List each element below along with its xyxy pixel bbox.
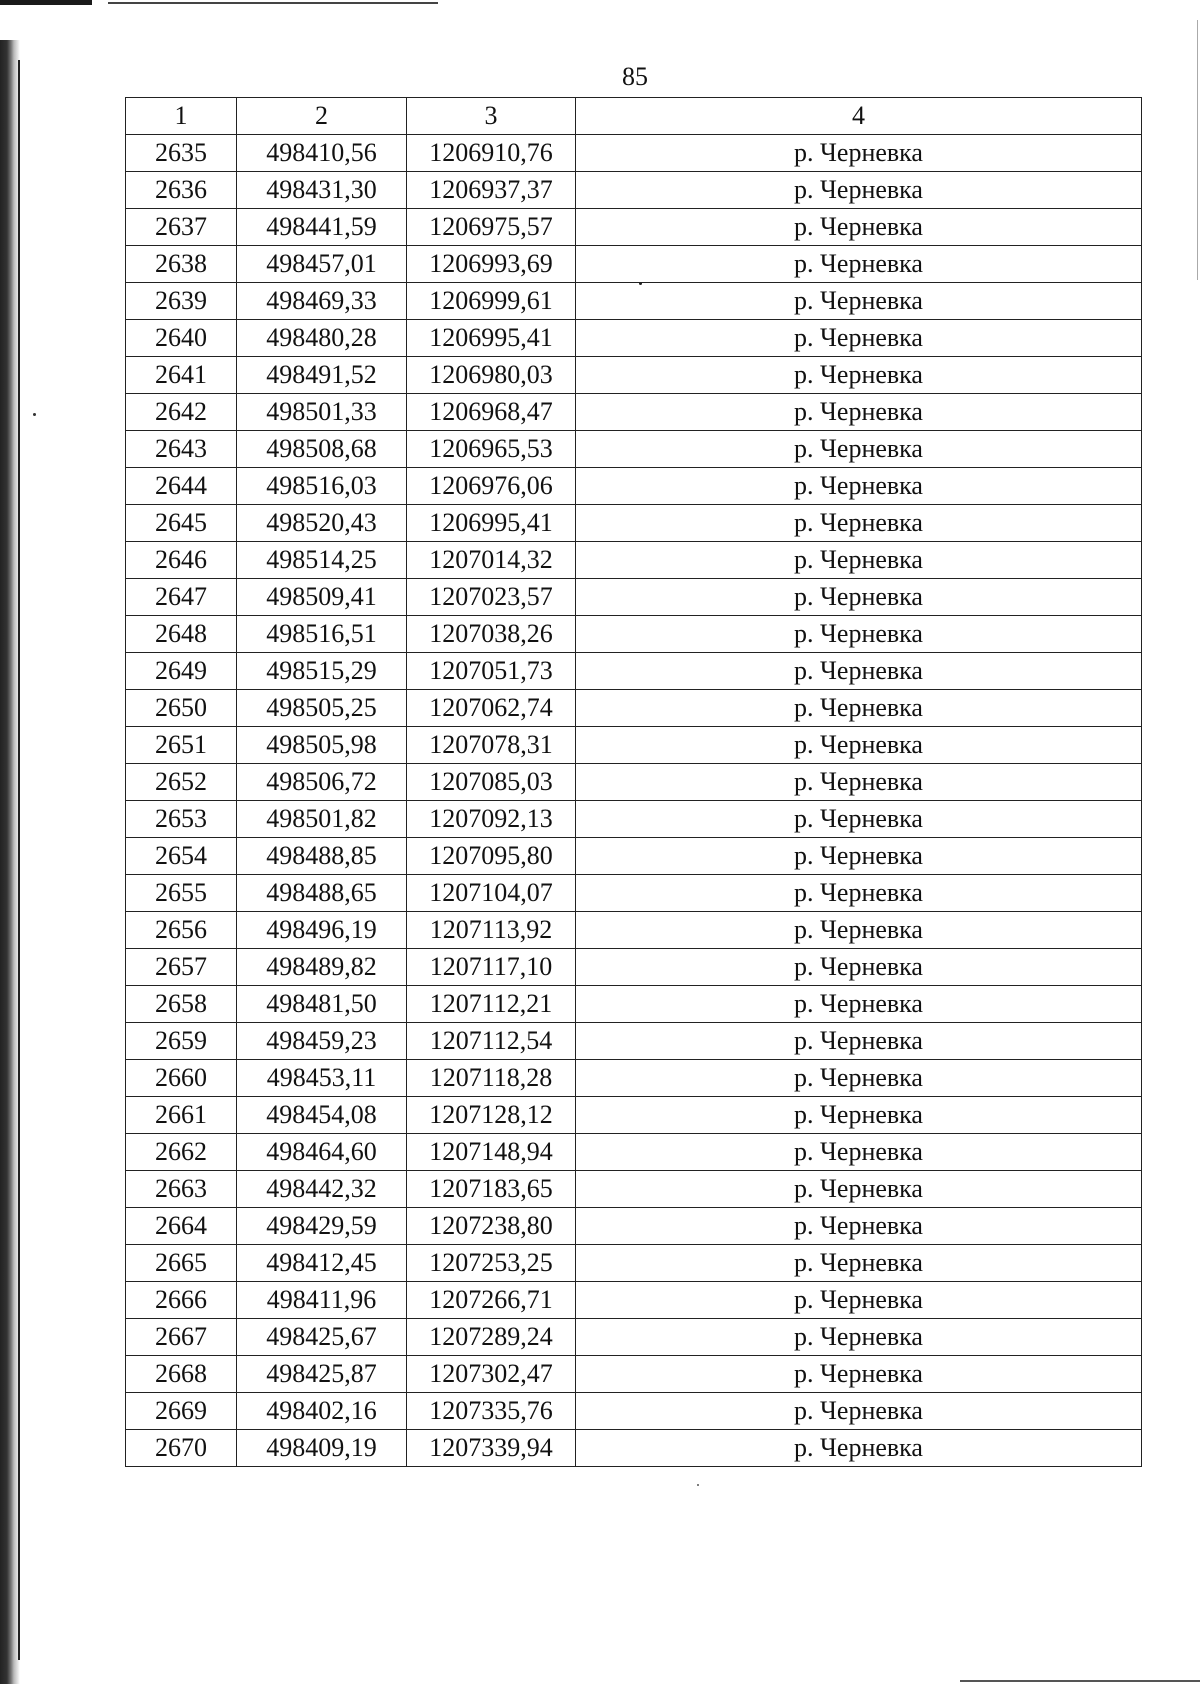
table-row [126,1319,1142,1356]
x-coordinate-cell: 498459,23 [237,1023,407,1060]
x-coordinate-cell: 498501,82 [237,801,407,838]
point-number-cell: 2645 [126,505,237,542]
y-coordinate-cell: 1207104,07 [407,875,576,912]
y-coordinate-cell: 1206975,57 [407,209,576,246]
column-header-3: 3 [407,98,576,135]
y-coordinate-cell: 1207266,71 [407,1282,576,1319]
x-coordinate-cell: 498509,41 [237,579,407,616]
description-cell: р. Черневка [576,579,1142,616]
y-coordinate-cell: 1207014,32 [407,542,576,579]
table-row [126,1060,1142,1097]
description-cell: р. Черневка [576,875,1142,912]
y-coordinate-cell: 1207117,10 [407,949,576,986]
table-row [126,1393,1142,1430]
point-number-cell: 2639 [126,283,237,320]
point-number-cell: 2642 [126,394,237,431]
table-row [126,431,1142,468]
point-number-cell: 2650 [126,690,237,727]
description-cell: р. Черневка [576,1208,1142,1245]
x-coordinate-cell: 498425,67 [237,1319,407,1356]
table-row [126,209,1142,246]
point-number-cell: 2641 [126,357,237,394]
table-row [126,135,1142,172]
scan-speck [33,413,36,416]
y-coordinate-cell: 1206995,41 [407,320,576,357]
table-row [126,357,1142,394]
table-row [126,172,1142,209]
scan-edge-line [1197,20,1198,280]
table-row [126,764,1142,801]
description-cell: р. Черневка [576,727,1142,764]
point-number-cell: 2659 [126,1023,237,1060]
y-coordinate-cell: 1206910,76 [407,135,576,172]
description-cell: р. Черневка [576,949,1142,986]
y-coordinate-cell: 1207092,13 [407,801,576,838]
column-header-1: 1 [126,98,237,135]
scan-speck [697,1484,699,1486]
description-cell: р. Черневка [576,542,1142,579]
x-coordinate-cell: 498457,01 [237,246,407,283]
y-coordinate-cell: 1207302,47 [407,1356,576,1393]
description-cell: р. Черневка [576,246,1142,283]
description-cell: р. Черневка [576,764,1142,801]
table-row [126,838,1142,875]
point-number-cell: 2636 [126,172,237,209]
table-row [126,1171,1142,1208]
table-row [126,1282,1142,1319]
table-row [126,801,1142,838]
scan-edge-mark [0,0,92,5]
x-coordinate-cell: 498491,52 [237,357,407,394]
description-cell: р. Черневка [576,690,1142,727]
y-coordinate-cell: 1206968,47 [407,394,576,431]
table-row [126,690,1142,727]
point-number-cell: 2653 [126,801,237,838]
table-row [126,949,1142,986]
y-coordinate-cell: 1207038,26 [407,616,576,653]
point-number-cell: 2644 [126,468,237,505]
x-coordinate-cell: 498425,87 [237,1356,407,1393]
table-row [126,1430,1142,1467]
x-coordinate-cell: 498515,29 [237,653,407,690]
x-coordinate-cell: 498431,30 [237,172,407,209]
x-coordinate-cell: 498506,72 [237,764,407,801]
point-number-cell: 2668 [126,1356,237,1393]
x-coordinate-cell: 498402,16 [237,1393,407,1430]
y-coordinate-cell: 1207335,76 [407,1393,576,1430]
scan-edge-line [960,1680,1200,1682]
point-number-cell: 2638 [126,246,237,283]
x-coordinate-cell: 498520,43 [237,505,407,542]
description-cell: р. Черневка [576,986,1142,1023]
description-cell: р. Черневка [576,1097,1142,1134]
y-coordinate-cell: 1207253,25 [407,1245,576,1282]
description-cell: р. Черневка [576,1171,1142,1208]
description-cell: р. Черневка [576,431,1142,468]
table-row [126,542,1142,579]
point-number-cell: 2657 [126,949,237,986]
description-cell: р. Черневка [576,1023,1142,1060]
x-coordinate-cell: 498442,32 [237,1171,407,1208]
x-coordinate-cell: 498496,19 [237,912,407,949]
description-cell: р. Черневка [576,1060,1142,1097]
x-coordinate-cell: 498480,28 [237,320,407,357]
point-number-cell: 2658 [126,986,237,1023]
y-coordinate-cell: 1207062,74 [407,690,576,727]
x-coordinate-cell: 498514,25 [237,542,407,579]
y-coordinate-cell: 1207148,94 [407,1134,576,1171]
y-coordinate-cell: 1206937,37 [407,172,576,209]
description-cell: р. Черневка [576,1393,1142,1430]
point-number-cell: 2643 [126,431,237,468]
description-cell: р. Черневка [576,1319,1142,1356]
column-header-4: 4 [576,98,1142,135]
y-coordinate-cell: 1207023,57 [407,579,576,616]
point-number-cell: 2648 [126,616,237,653]
table-row [126,1097,1142,1134]
x-coordinate-cell: 498505,98 [237,727,407,764]
point-number-cell: 2655 [126,875,237,912]
description-cell: р. Черневка [576,283,1142,320]
description-cell: р. Черневка [576,1356,1142,1393]
y-coordinate-cell: 1207183,65 [407,1171,576,1208]
point-number-cell: 2640 [126,320,237,357]
x-coordinate-cell: 498501,33 [237,394,407,431]
table-row [126,875,1142,912]
y-coordinate-cell: 1207112,21 [407,986,576,1023]
x-coordinate-cell: 498409,19 [237,1430,407,1467]
table-row [126,1134,1142,1171]
x-coordinate-cell: 498505,25 [237,690,407,727]
y-coordinate-cell: 1206995,41 [407,505,576,542]
y-coordinate-cell: 1207289,24 [407,1319,576,1356]
table-row [126,505,1142,542]
column-header-2: 2 [237,98,407,135]
scan-binding-shadow [0,40,20,1684]
y-coordinate-cell: 1206976,06 [407,468,576,505]
table-body [126,135,1142,1467]
point-number-cell: 2651 [126,727,237,764]
x-coordinate-cell: 498454,08 [237,1097,407,1134]
description-cell: р. Черневка [576,801,1142,838]
point-number-cell: 2663 [126,1171,237,1208]
y-coordinate-cell: 1206993,69 [407,246,576,283]
description-cell: р. Черневка [576,1430,1142,1467]
y-coordinate-cell: 1207095,80 [407,838,576,875]
point-number-cell: 2660 [126,1060,237,1097]
table-header-row [126,98,1142,135]
table-row [126,986,1142,1023]
table-row [126,579,1142,616]
x-coordinate-cell: 498453,11 [237,1060,407,1097]
scan-edge-line [18,60,20,1660]
point-number-cell: 2647 [126,579,237,616]
point-number-cell: 2654 [126,838,237,875]
y-coordinate-cell: 1206980,03 [407,357,576,394]
y-coordinate-cell: 1207128,12 [407,1097,576,1134]
table-row [126,616,1142,653]
x-coordinate-cell: 498481,50 [237,986,407,1023]
table-row [126,727,1142,764]
description-cell: р. Черневка [576,616,1142,653]
description-cell: р. Черневка [576,505,1142,542]
coordinates-table [125,97,1142,1467]
description-cell: р. Черневка [576,320,1142,357]
y-coordinate-cell: 1207112,54 [407,1023,576,1060]
x-coordinate-cell: 498412,45 [237,1245,407,1282]
point-number-cell: 2665 [126,1245,237,1282]
description-cell: р. Черневка [576,653,1142,690]
x-coordinate-cell: 498464,60 [237,1134,407,1171]
point-number-cell: 2649 [126,653,237,690]
x-coordinate-cell: 498488,65 [237,875,407,912]
y-coordinate-cell: 1206999,61 [407,283,576,320]
x-coordinate-cell: 498508,68 [237,431,407,468]
description-cell: р. Черневка [576,468,1142,505]
point-number-cell: 2662 [126,1134,237,1171]
table-row [126,1208,1142,1245]
point-number-cell: 2656 [126,912,237,949]
y-coordinate-cell: 1207051,73 [407,653,576,690]
x-coordinate-cell: 498516,03 [237,468,407,505]
point-number-cell: 2667 [126,1319,237,1356]
point-number-cell: 2637 [126,209,237,246]
y-coordinate-cell: 1207078,31 [407,727,576,764]
table-row [126,468,1142,505]
y-coordinate-cell: 1207085,03 [407,764,576,801]
point-number-cell: 2664 [126,1208,237,1245]
description-cell: р. Черневка [576,135,1142,172]
table-row [126,320,1142,357]
y-coordinate-cell: 1207113,92 [407,912,576,949]
y-coordinate-cell: 1207118,28 [407,1060,576,1097]
point-number-cell: 2661 [126,1097,237,1134]
description-cell: р. Черневка [576,209,1142,246]
x-coordinate-cell: 498411,96 [237,1282,407,1319]
x-coordinate-cell: 498489,82 [237,949,407,986]
x-coordinate-cell: 498429,59 [237,1208,407,1245]
point-number-cell: 2635 [126,135,237,172]
description-cell: р. Черневка [576,172,1142,209]
table-row [126,1245,1142,1282]
x-coordinate-cell: 498410,56 [237,135,407,172]
x-coordinate-cell: 498516,51 [237,616,407,653]
point-number-cell: 2652 [126,764,237,801]
x-coordinate-cell: 498488,85 [237,838,407,875]
table-row [126,1356,1142,1393]
description-cell: р. Черневка [576,912,1142,949]
description-cell: р. Черневка [576,838,1142,875]
y-coordinate-cell: 1206965,53 [407,431,576,468]
description-cell: р. Черневка [576,394,1142,431]
table-row [126,1023,1142,1060]
description-cell: р. Черневка [576,1134,1142,1171]
y-coordinate-cell: 1207339,94 [407,1430,576,1467]
table-row [126,653,1142,690]
description-cell: р. Черневка [576,357,1142,394]
table-row [126,912,1142,949]
x-coordinate-cell: 498469,33 [237,283,407,320]
page-number: 85 [622,62,648,91]
point-number-cell: 2670 [126,1430,237,1467]
scan-edge-mark [108,2,438,4]
x-coordinate-cell: 498441,59 [237,209,407,246]
table-row [126,283,1142,320]
table-row [126,246,1142,283]
point-number-cell: 2666 [126,1282,237,1319]
description-cell: р. Черневка [576,1282,1142,1319]
point-number-cell: 2646 [126,542,237,579]
point-number-cell: 2669 [126,1393,237,1430]
y-coordinate-cell: 1207238,80 [407,1208,576,1245]
description-cell: р. Черневка [576,1245,1142,1282]
table-row [126,394,1142,431]
